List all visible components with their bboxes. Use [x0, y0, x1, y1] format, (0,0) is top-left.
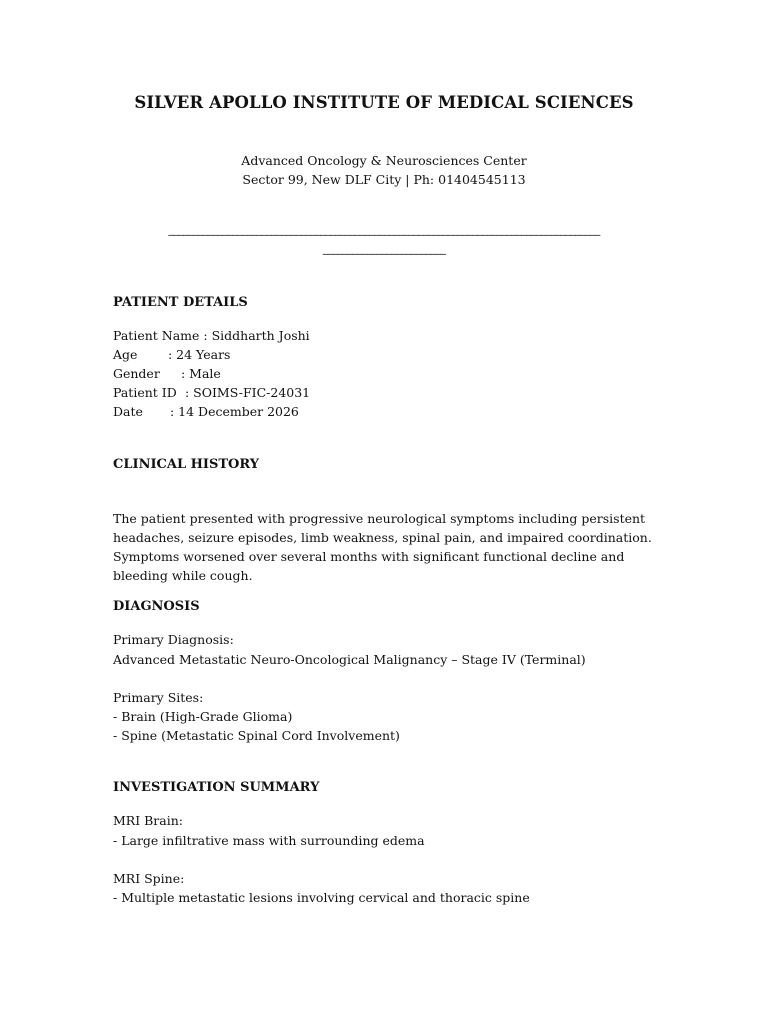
patient-id-label: Patient ID — [113, 385, 177, 400]
age-value: : 24 Years — [167, 347, 231, 362]
mri-brain-finding: - Large infiltrative mass with surrounding edema — [113, 833, 425, 848]
investigation-summary-heading: INVESTIGATION SUMMARY — [113, 780, 320, 795]
patient-name-row — [113, 328, 310, 343]
gender-value: : Male — [180, 366, 221, 381]
gender-label: Gender — [113, 366, 160, 381]
patient-details-heading: PATIENT DETAILS — [113, 295, 248, 310]
patient-id-value: : SOIMS-FIC-24031 — [184, 385, 311, 400]
mri-spine-label: MRI Spine: — [113, 871, 185, 886]
age-row — [113, 347, 230, 362]
primary-diagnosis-value: Advanced Metastatic Neuro-Oncological Malignancy – Stage IV (Terminal) — [113, 652, 586, 667]
clinical-history-text: The patient presented with progressive neurological symptoms including persistent headaches, seizure episodes, limb weakness, spinal pain, and impaired coordination. Symptoms worsened over several months with significant functional decline and bleeding while cough. — [113, 511, 652, 583]
institute-name: SILVER APOLLO INSTITUTE OF MEDICAL SCIENCES — [134, 93, 634, 112]
separator-line: ________________________________________________________________________________________ — [168, 223, 600, 236]
address-line: Sector 99, New DLF City | Ph: 01404545113 — [242, 172, 526, 187]
clinical-history-heading: CLINICAL HISTORY — [113, 457, 260, 472]
age-label: Age — [113, 347, 138, 362]
diagnosis-heading: DIAGNOSIS — [113, 599, 200, 614]
center-name: Advanced Oncology & Neurosciences Center — [241, 153, 527, 168]
gender-row — [113, 366, 221, 381]
patient-name-label: Patient Name — [113, 328, 200, 343]
date-value: : 14 December 2026 — [169, 404, 299, 419]
primary-site-item: - Spine (Metastatic Spinal Cord Involvement) — [113, 728, 400, 743]
date-label: Date — [113, 404, 143, 419]
patient-name-value: : Siddharth Joshi — [203, 328, 310, 343]
primary-site-item: - Brain (High-Grade Glioma) — [113, 709, 293, 724]
primary-diagnosis-label: Primary Diagnosis: — [113, 632, 234, 647]
primary-sites-label: Primary Sites: — [113, 690, 204, 705]
patient-id-row — [113, 385, 310, 400]
date-row — [113, 404, 299, 419]
mri-spine-finding: - Multiple metastatic lesions involving cervical and thoracic spine — [113, 890, 530, 905]
separator-line-continued: _________________________ — [322, 242, 446, 255]
mri-brain-label: MRI Brain: — [113, 813, 183, 828]
